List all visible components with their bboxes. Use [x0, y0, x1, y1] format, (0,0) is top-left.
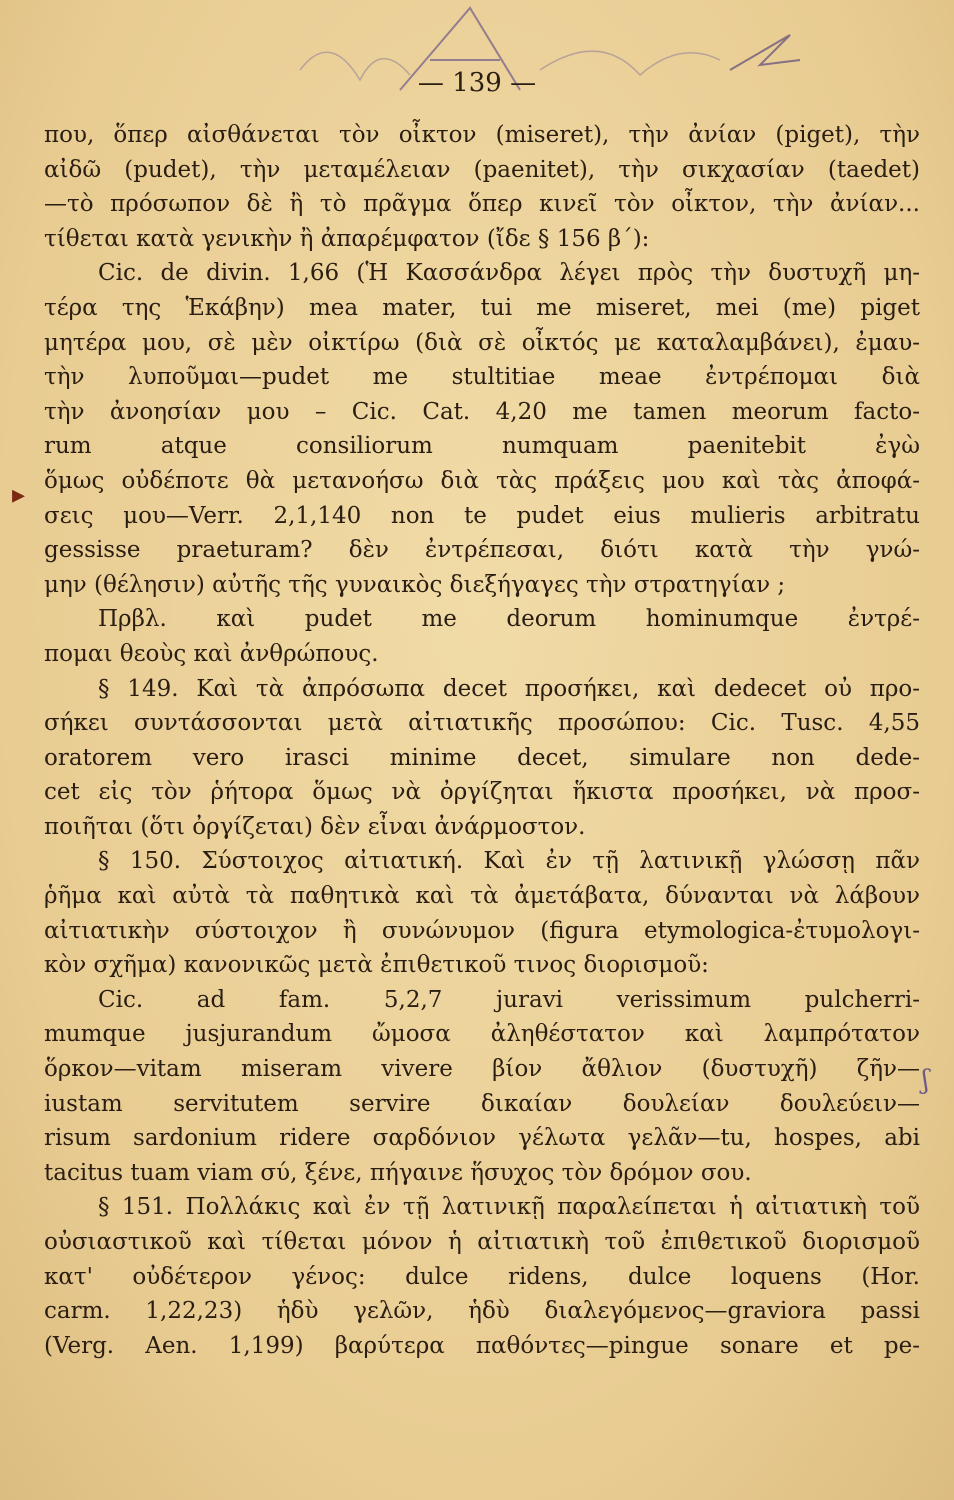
text-line: § 150. Σύστοιχος αἰτιατική. Καὶ ἐν τῇ λατινικῇ γλώσσῃ πᾶν [98, 848, 920, 875]
text-line: τίθεται κατὰ γενικὴν ἢ ἀπαρέμφατον (ἴδε § 156 β΄): [44, 225, 650, 252]
margin-arrow-icon: ▸ [12, 480, 26, 510]
text-line: iustam servitutem servire δικαίαν δουλείαν δουλεύειν— [44, 1090, 920, 1117]
text-line: σήκει συντάσσονται μετὰ αἰτιατικῆς προσώπου: Cic. Tusc. 4,55 [44, 710, 920, 737]
body-text [44, 118, 920, 1363]
text-line: μην (θέλησιν) αὐτῆς τῆς γυναικὸς διεξήγαγες τὴν στρατηγίαν ; [44, 571, 786, 598]
text-line: —τὸ πρόσωπον δὲ ἢ τὸ πρᾶγμα ὅπερ κινεῖ τὸν οἶκτον, τὴν ἀνίαν... [44, 191, 920, 218]
text-line: τὴν ἀνοησίαν μου – Cic. Cat. 4,20 me tamen meorum facto- [44, 398, 920, 425]
text-line: ὅρκον—vitam miseram vivere βίον ἄθλιον (δυστυχῆ) ζῆν— [44, 1056, 920, 1083]
text-line: οὐσιαστικοῦ καὶ τίθεται μόνον ἡ αἰτιατικὴ τοῦ ἐπιθετικοῦ διορισμοῦ [44, 1229, 920, 1255]
text-line: Πρβλ. καὶ pudet me deorum hominumque ἐντρέ- [98, 606, 920, 633]
text-line: αἰδῶ (pudet), τὴν μεταμέλειαν (paenitet), τὴν σικχασίαν (taedet) [44, 156, 920, 183]
text-line: gessisse praeturam? δὲν ἐντρέπεσαι, διότι κατὰ τὴν γνώ- [44, 537, 920, 564]
text-line: τέρα της Ἑκάβην) mea mater, tui me miseret, mei (me) piget [44, 294, 920, 321]
text-line: κατ' οὐδέτερον γένος: dulce ridens, dulce loquens (Hor. [44, 1263, 920, 1290]
text-line: πομαι θεοὺς καὶ ἀνθρώπους. [44, 640, 379, 667]
pencil-annotation [0, 0, 954, 120]
text-line: ὅμως οὐδέποτε θὰ μετανοήσω διὰ τὰς πράξεις μου καὶ τὰς ἀποφά- [44, 467, 920, 494]
text-line: carm. 1,22,23) ἡδὺ γελῶν, ἡδὺ διαλεγόμενος—graviora passi [44, 1298, 920, 1325]
text-line: cet εἰς τὸν ῥήτορα ὅμως νὰ ὀργίζηται ἥκιστα προσήκει, νὰ προσ- [44, 779, 920, 806]
text-line: oratorem vero irasci minime decet, simulare non dede- [44, 744, 920, 771]
text-line: που, ὅπερ αἰσθάνεται τὸν οἶκτον (miseret), τὴν ἀνίαν (piget), τὴν [44, 122, 920, 148]
text-line: Cic. ad fam. 5,2,7 juravi verissimum pulcherri- [98, 986, 920, 1013]
text-line: Cic. de divin. 1,66 (Ἡ Κασσάνδρα λέγει πρὸς τὴν δυστυχῆ μη- [98, 260, 920, 287]
text-line: αἰτιατικὴν σύστοιχον ἢ συνώνυμον (figura etymologica-ἐτυμολογι- [44, 917, 920, 944]
text-line: risum sardonium ridere σαρδόνιον γέλωτα γελᾶν—tu, hospes, abi [44, 1125, 920, 1152]
text-line: § 149. Καὶ τὰ ἀπρόσωπα decet προσήκει, καὶ dedecet οὐ προ- [98, 675, 920, 702]
text-line: μητέρα μου, σὲ μὲν οἰκτίρω (διὰ σὲ οἶκτός με καταλαμβάνει), ἐμαυ- [44, 329, 920, 356]
text-line: § 151. Πολλάκις καὶ ἐν τῇ λατινικῇ παραλείπεται ἡ αἰτιατικὴ τοῦ [98, 1194, 920, 1221]
text-line: ποιῆται (ὅτι ὀργίζεται) δὲν εἶναι ἀνάρμοστον. [44, 813, 586, 840]
text-line: τὴν λυποῦμαι—pudet me stultitiae meae ἐντρέπομαι διὰ [44, 364, 920, 391]
text-line: (Verg. Aen. 1,199) βαρύτερα παθόντες—pingue sonare et pe- [44, 1332, 920, 1359]
text-line: tacitus tuam viam σύ, ξένε, πήγαινε ἥσυχος τὸν δρόμον σου. [44, 1159, 752, 1186]
page-number: — 139 — [417, 68, 537, 98]
text-line: mumque jusjurandum ὤμοσα ἀληθέστατον καὶ λαμπρότατον [44, 1021, 920, 1048]
text-line: σεις μου—Verr. 2,1,140 non te pudet eius mulieris arbitratu [44, 502, 920, 529]
text-line: κὸν σχῆμα) κανονικῶς μετὰ ἐπιθετικοῦ τινος διορισμοῦ: [44, 952, 709, 979]
text-line: rum atque consiliorum numquam paenitebit ἐγὼ [44, 433, 920, 460]
text-line: ῥῆμα καὶ αὐτὰ τὰ παθητικὰ καὶ τὰ ἀμετάβατα, δύνανται νὰ λάβουν [44, 883, 920, 910]
margin-pencil-icon: ʃ [922, 1065, 930, 1095]
